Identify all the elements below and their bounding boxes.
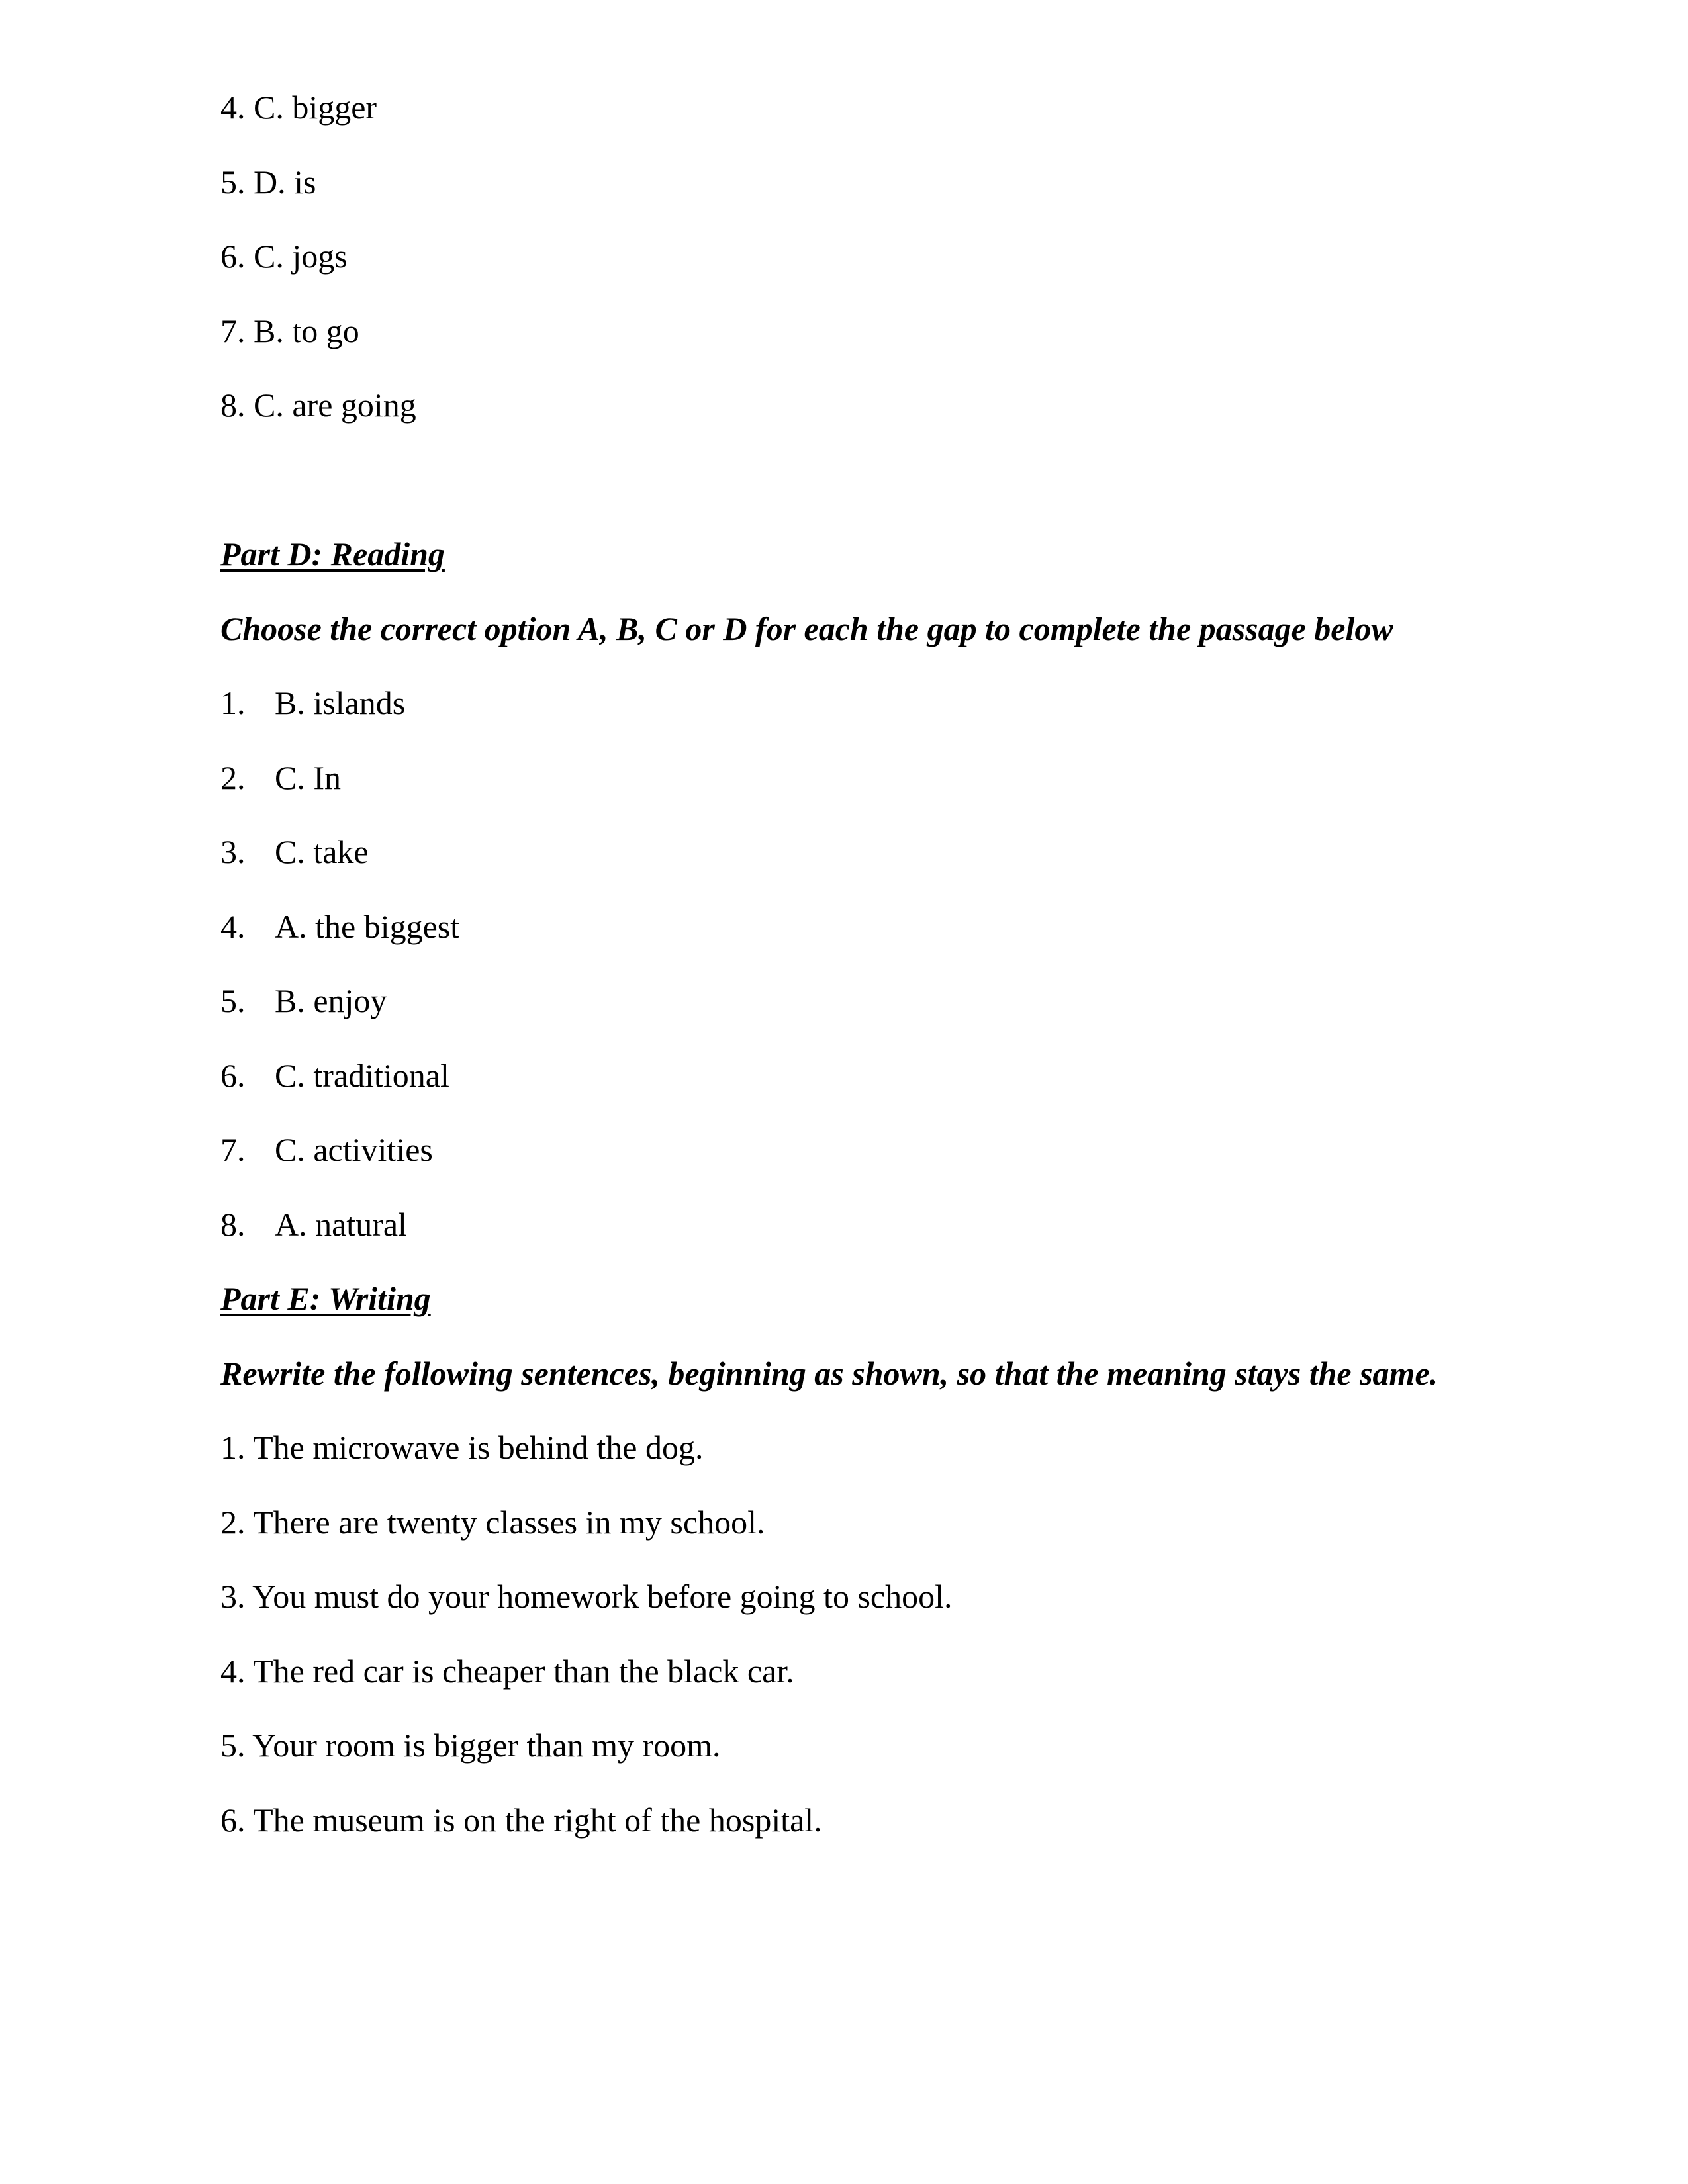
sentence-item: 5. Your room is bigger than my room. [220,1727,721,1764]
item-number: 8. [220,1205,246,1243]
item-answer: B. islands [275,684,406,721]
part-e-sentence-list [220,1410,1438,1857]
part-d-answer-list [220,666,1438,1261]
answer-line: 6. C. jogs [220,238,348,275]
sentence-item: 6. The museum is on the right of the hospital. [220,1801,822,1839]
answer-line: 5. D. is [220,163,316,201]
document-page [220,70,1438,1857]
item-number: 3. [220,833,246,870]
blank-line [220,443,1438,518]
item-answer: B. enjoy [275,982,387,1019]
list-item [220,666,1438,741]
answer-line: 8. C. are going [220,387,416,424]
item-answer: C. activities [275,1131,433,1168]
list-item [220,1187,1438,1262]
item-number: 7. [220,1131,246,1168]
item-number: 1. [220,684,246,721]
item-answer: C. take [275,833,369,870]
answer-line: 4. C. bigger [220,89,377,126]
part-e-instruction: Rewrite the following sentences, beginning as shown, so that the meaning stays the same. [220,1354,1438,1392]
part-d-heading: Part D: Reading [220,535,445,572]
sentence-item: 4. The red car is cheaper than the black car. [220,1652,794,1690]
part-e-heading: Part E: Writing [220,1280,431,1317]
item-number: 5. [220,982,246,1019]
list-item [220,815,1438,889]
list-item [220,1038,1438,1113]
item-answer: A. natural [275,1205,407,1243]
answer-line: 7. B. to go [220,312,359,349]
item-answer: C. In [275,758,341,796]
item-number: 4. [220,907,246,945]
sentence-item: 1. The microwave is behind the dog. [220,1429,704,1466]
item-answer: A. the biggest [275,907,460,945]
part-d-instruction: Choose the correct option A, B, C or D for each the gap to complete the passage below [220,610,1393,647]
item-answer: C. traditional [275,1056,449,1094]
list-item [220,889,1438,964]
item-number: 6. [220,1056,246,1094]
list-item [220,964,1438,1038]
list-item [220,1113,1438,1187]
sentence-item: 3. You must do your homework before going to school. [220,1578,953,1615]
list-item [220,741,1438,815]
sentence-item: 2. There are twenty classes in my school. [220,1503,765,1541]
item-number: 2. [220,758,246,796]
